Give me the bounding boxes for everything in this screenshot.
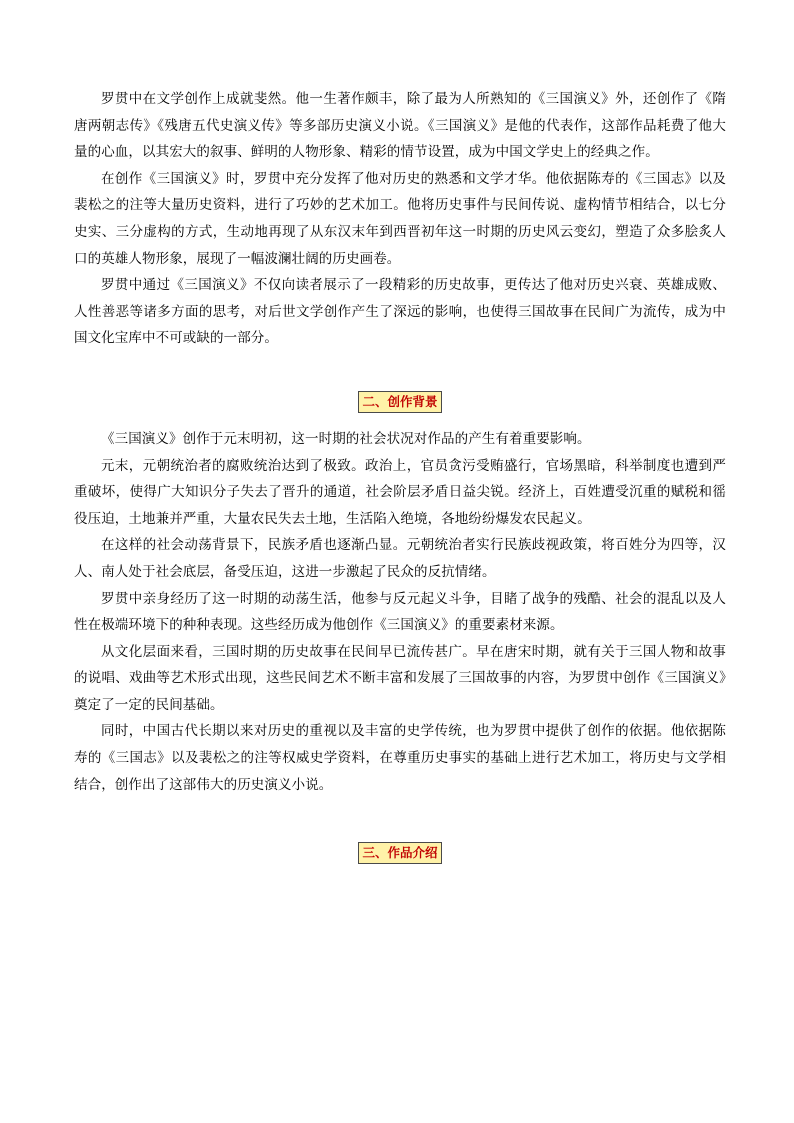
paragraph: 元末，元朝统治者的腐败统治达到了极致。政治上，官员贪污受贿盛行，官场黑暗，科举制度也遭到严重破坏，使得广大知识分子失去了晋升的通道，社会阶层矛盾日益尖锐。经济上，百姓遭受沉重的赋税和徭役压迫，土地兼并严重，大量农民失去土地，生活陷入绝境，各地纷纷爆发农民起义。: [74, 457, 726, 527]
section-heading-row: [74, 391, 726, 413]
section-heading-works: 三、作品介绍: [358, 842, 441, 864]
section-heading-background: 二、创作背景: [358, 391, 441, 413]
paragraph: 《三国演义》创作于元末明初，这一时期的社会状况对作品的产生有着重要影响。: [101, 430, 591, 447]
paragraph: 罗贯中通过《三国演义》不仅向读者展示了一段精彩的历史故事，更传达了他对历史兴衰、英雄成败、人性善恶等诸多方面的思考，对后世文学创作产生了深远的影响，也使得三国故事在民间广为流传，成为中国文化宝库中不可或缺的一部分。: [74, 277, 726, 347]
section-heading-row: [74, 842, 726, 864]
paragraph: 罗贯中亲身经历了这一时期的动荡生活，他参与反元起义斗争，目睹了战争的残酷、社会的混乱以及人性在极端环境下的种种表现。这些经历成为他创作《三国演义》的重要素材来源。: [74, 590, 726, 634]
paragraph: 在这样的社会动荡背景下，民族矛盾也逐渐凸显。元朝统治者实行民族歧视政策，将百姓分为四等，汉人、南人处于社会底层，备受压迫，这进一步激起了民众的反抗情绪。: [74, 537, 726, 580]
paragraph: 在创作《三国演义》时，罗贯中充分发挥了他对历史的熟悉和文学才华。他依据陈寿的《三国志》以及裴松之的注等大量历史资料，进行了巧妙的艺术加工。他将历史事件与民间传说、虚构情节相结合，以七分史实、三分虚构的方式，生动地再现了从东汉末年到西晋初年这一时期的历史风云变幻，塑造了众多脍炙人口的英雄人物形象，展现了一幅波澜壮阔的历史画卷。: [74, 170, 726, 267]
document-body: [74, 86, 726, 864]
paragraph: 从文化层面来看，三国时期的历史故事在民间早已流传甚广。早在唐宋时期，就有关于三国人物和故事的说唱、戏曲等艺术形式出现，这些民间艺术不断丰富和发展了三国故事的内容，为罗贯中创作《三国演义》奠定了一定的民间基础。: [74, 643, 726, 713]
paragraph: 同时，中国古代长期以来对历史的重视以及丰富的史学传统，也为罗贯中提供了创作的依据。他依据陈寿的《三国志》以及裴松之的注等权威史学资料，在尊重历史事实的基础上进行艺术加工，将历史与文学相结合，创作出了这部伟大的历史演义小说。: [74, 723, 726, 793]
paragraph: 罗贯中在文学创作上成就斐然。他一生著作颇丰，除了最为人所熟知的《三国演义》外，还创作了《隋唐两朝志传》《残唐五代史演义传》等多部历史演义小说。《三国演义》是他的代表作，这部作品耗费了他大量的心血，以其宏大的叙事、鲜明的人物形象、精彩的情节设置，成为中国文学史上的经典之作。: [74, 91, 726, 161]
